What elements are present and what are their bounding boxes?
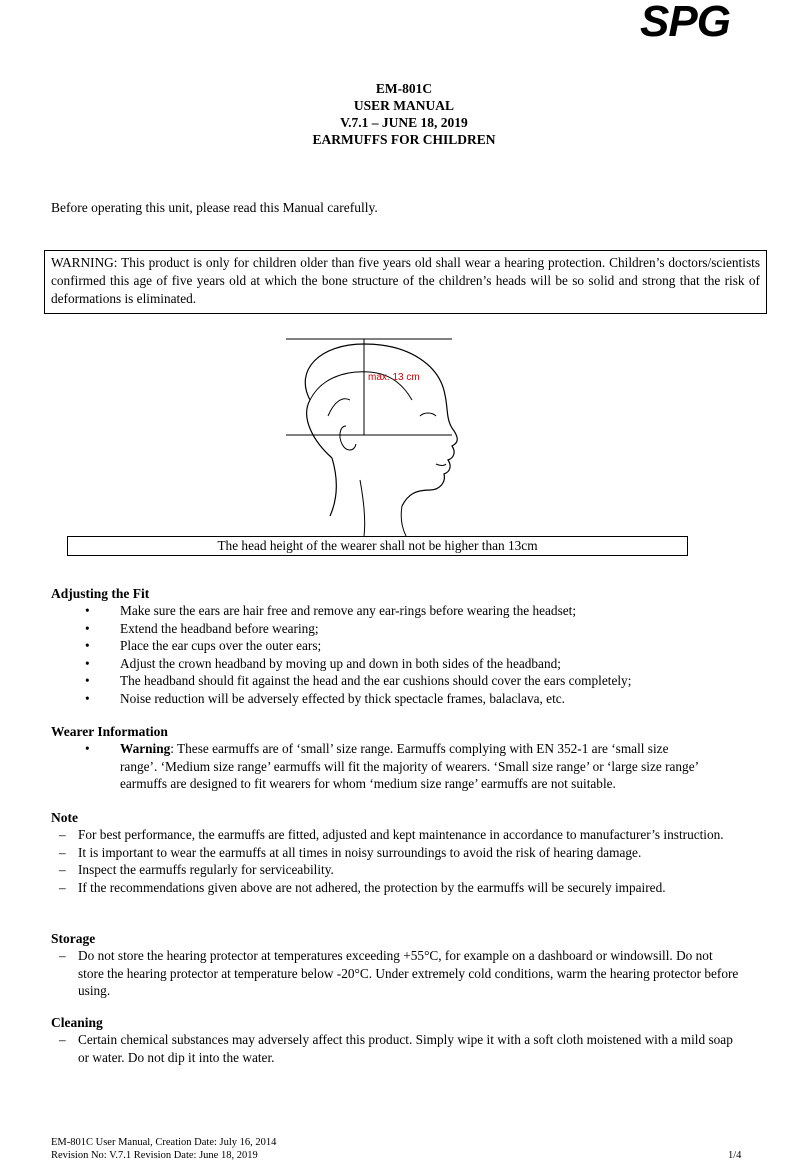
cleaning-title: Cleaning [51, 1015, 103, 1030]
figure-caption: The head height of the wearer shall not be higher than 13cm [67, 536, 688, 556]
storage-list [51, 947, 741, 1000]
list-item: • Noise reduction will be adversely effected by thick spectacle frames, balaclava, etc. [85, 690, 631, 708]
adjusting-list [85, 602, 631, 708]
note-title: Note [51, 810, 78, 825]
list-item: • Extend the headband before wearing; [85, 620, 631, 638]
list-item: • The headband should fit against the head and the ear cushions should cover the ears completely; [85, 672, 631, 690]
footer-revision: Revision No: V.7.1 Revision Date: June 18, 2019 [51, 1150, 258, 1161]
list-item: – Certain chemical substances may adversely affect this product. Simply wipe it with a soft cloth moistened with a mild soap or water. Do not dip it into the water. [51, 1031, 741, 1066]
intro-text: Before operating this unit, please read this Manual carefully. [51, 200, 378, 215]
note-list [51, 826, 741, 896]
document-type: USER MANUAL [353, 98, 455, 113]
list-item: • Make sure the ears are hair free and remove any ear-rings before wearing the headset; [85, 602, 631, 620]
child-ear-outline [340, 426, 356, 450]
neck-outline [360, 480, 406, 536]
list-item: – For best performance, the earmuffs are fitted, adjusted and kept maintenance in accordance to manufacturer’s instruction. [51, 826, 741, 844]
wearer-info [85, 740, 705, 793]
list-item: • Adjust the crown headband by moving up and down in both sides of the headband; [85, 655, 631, 673]
measure-label: max. 13 cm [368, 372, 420, 383]
version-date: V.7.1 – JUNE 18, 2019 [340, 115, 468, 130]
wearer-title: Wearer Information [51, 724, 168, 739]
product-name: EARMUFFS FOR CHILDREN [312, 132, 496, 147]
page-number: 1/4 [728, 1150, 742, 1161]
list-item: – Do not store the hearing protector at temperatures exceeding +55°C, for example on a dashboard or windowsill. Do not store the hearing protector at temperature below -20°C. Under extremely cold conditions, warm the hearing protector before using. [51, 947, 741, 1000]
adjusting-title: Adjusting the Fit [51, 586, 150, 601]
child-head-outline [305, 344, 457, 516]
warning-box: WARNING: This product is only for children older than five years old shall wear a hearing protection. Children’s doctors/scientists confirmed this age of five years old at which the bone structure of the children’s heads will be so solid and strong that the risk of deformations is eliminated. [44, 250, 767, 314]
document-header [0, 80, 808, 148]
list-item: • Place the ear cups over the outer ears; [85, 637, 631, 655]
head-height-illustration [280, 330, 480, 540]
warning-label: Warning [120, 741, 171, 756]
child-mouth-outline [436, 464, 446, 466]
spg-logo: SPG [640, 0, 730, 46]
footer [51, 1136, 276, 1162]
child-eye-outline [420, 413, 436, 416]
wearer-text: : These earmuffs are of ‘small’ size range. Earmuffs complying with EN 352-1 are ‘small size range’. ‘Medium size range’ earmuffs will fit the majority of wearers. ‘Small size range’ or ‘large size range’ earmuffs are designed to fit wearers for whom ‘medium size range’ earmuffs are not suitable. [120, 741, 699, 792]
bullet-glyph: • [85, 741, 90, 756]
list-item: – If the recommendations given above are not adhered, the protection by the earmuffs will be securely impaired. [51, 879, 741, 897]
storage-title: Storage [51, 931, 96, 946]
cleaning-list [51, 1031, 741, 1066]
model-number: EM-801C [375, 81, 433, 96]
list-item: – Inspect the earmuffs regularly for serviceability. [51, 861, 741, 879]
footer-creation: EM-801C User Manual, Creation Date: July 16, 2014 [51, 1137, 277, 1148]
list-item: – It is important to wear the earmuffs at all times in noisy surroundings to avoid the risk of hearing damage. [51, 844, 741, 862]
